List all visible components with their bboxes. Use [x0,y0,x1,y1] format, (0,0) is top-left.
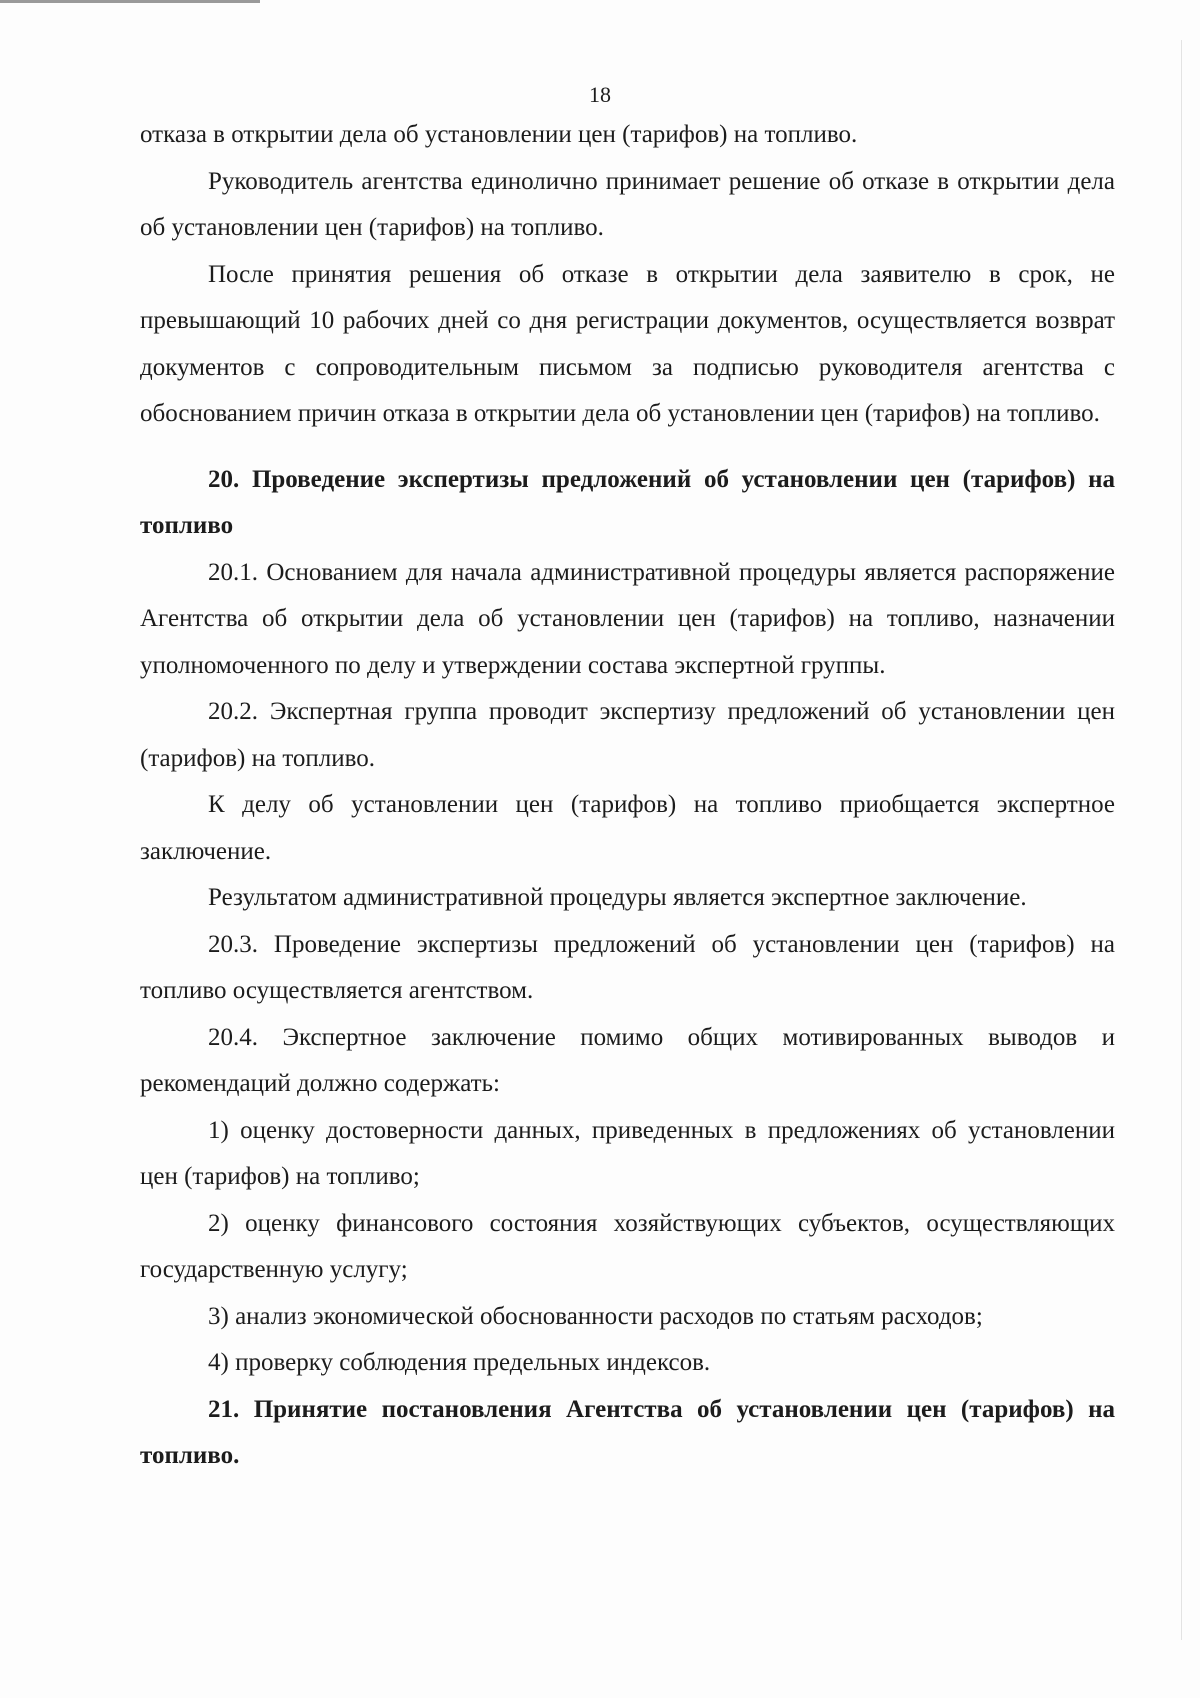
scan-fold-line [1181,40,1182,1640]
paragraph-20-4: 20.4. Экспертное заключение помимо общих мотивированных выводов и рекомендаций должно содержать: [140,1023,1115,1097]
paragraph-head-decision: Руководитель агентства единолично принимает решение об отказе в открытии дела об установлении цен (тарифов) на топливо. [140,167,1115,241]
list-item-4: 4) проверку соблюдения предельных индексов. [208,1349,711,1376]
document-body [140,112,1115,1480]
paragraph-continuation: отказа в открытии дела об установлении цен (тарифов) на топливо. [140,121,858,148]
paragraph-20-3: 20.3. Проведение экспертизы предложений об установлении цен (тарифов) на топливо осуществляется агентством. [140,930,1115,1004]
scan-edge-mark [0,0,260,3]
list-item-1: 1) оценку достоверности данных, приведенных в предложениях об установлении цен (тарифов) на топливо; [140,1116,1115,1190]
paragraph-20-2: 20.2. Экспертная группа проводит экспертизу предложений об установлении цен (тарифов) на топливо. [140,698,1115,772]
paragraph-20-1: 20.1. Основанием для начала административной процедуры является распоряжение Агентства об открытии дела об установлении цен (тарифов) на топливо, назначении уполномоченного по делу и утверждении состава экспертной группы. [140,558,1115,679]
list-item-2: 2) оценку финансового состояния хозяйствующих субъектов, осуществляющих государственную услугу; [140,1209,1115,1283]
list-item-3: 3) анализ экономической обоснованности расходов по статьям расходов; [208,1302,983,1330]
paragraph-expert-conclusion-attached: К делу об установлении цен (тарифов) на топливо приобщается экспертное заключение. [140,791,1115,865]
page-number: 18 [589,82,611,107]
paragraph-document-return: После принятия решения об отказе в открытии дела заявителю в срок, не превышающий 10 рабочих дней со дня регистрации документов, осуществляется возврат документов с сопроводительным письмом за подписью руководителя агентства с обоснованием причин отказа в открытии дела об установлении цен (тарифов) на топливо. [140,260,1115,427]
section-heading-20: 20. Проведение экспертизы предложений об установлении цен (тарифов) на топливо [140,465,1115,539]
section-heading-21: 21. Принятие постановления Агентства об установлении цен (тарифов) на топливо. [140,1395,1115,1469]
paragraph-procedure-result: Результатом административной процедуры является экспертное заключение. [208,884,1027,911]
